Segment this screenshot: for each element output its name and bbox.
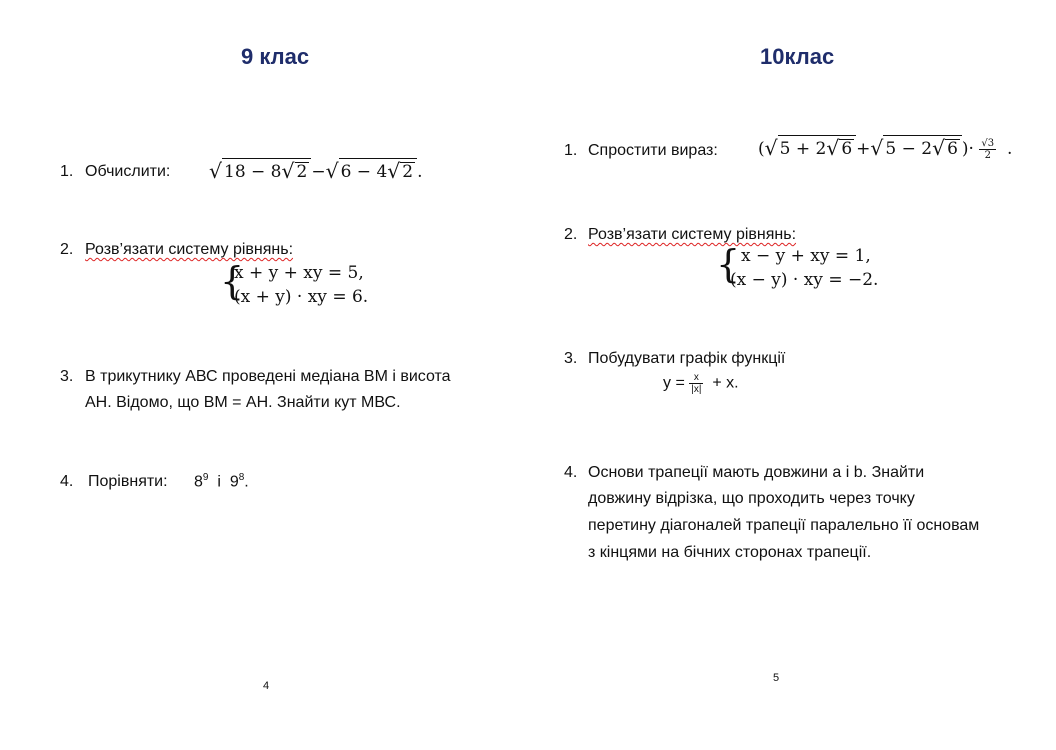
problem-4-line-2: довжину відрізка, що проходить через точку	[588, 490, 915, 507]
problem-4-number: 4.	[60, 473, 74, 490]
function-formula: y = $\frac{x}{|x|}$ + x.	[663, 372, 739, 395]
problem-3-label: Побудувати графік функції	[588, 350, 786, 367]
problem-2-label: Розв’язати систему рівнянь:	[588, 226, 797, 243]
fraction: $\frac{√3}{2}$	[981, 138, 995, 161]
problem-3-line-1: В трикутнику АВС проведені медіана ВМ і висота	[85, 368, 451, 385]
problem-2-label: Розв’язати систему рівнянь:	[85, 241, 294, 258]
fraction: $\frac{x}{|x|}$	[691, 372, 702, 395]
problem-4-line-4: з кінцями на бічних сторонах трапеції.	[588, 544, 872, 561]
problem-1-expression: √ 18 − 8√ 2 −√ 6 − 4√ 2 .	[209, 159, 423, 183]
equation-1: x − y + xy = 1,	[741, 246, 871, 266]
problem-1-number: 1.	[60, 163, 74, 180]
page-number: 4	[263, 680, 270, 692]
problem-1-label: Спростити вираз:	[588, 142, 718, 159]
problem-1-expression: (√ 5 + 2√ 6 +√ 5 − 2√ 6 )· $\frac{√3}{2}$ .	[758, 136, 1013, 161]
page-title: 10клас	[760, 44, 835, 69]
problem-4-label: Порівняти:	[88, 473, 168, 490]
problem-2-number: 2.	[60, 241, 74, 258]
problem-4-expression: $8^9$ і $9^8$.	[194, 472, 249, 491]
page-right	[528, 0, 1056, 750]
problem-1-number: 1.	[564, 142, 578, 159]
equation-1: x + y + xy = 5,	[234, 263, 364, 283]
equation-2: (x − y) · xy = −2.	[730, 270, 879, 290]
problem-4-line-1: Основи трапеції мають довжини а і b. Знайти	[588, 464, 925, 481]
problem-3-line-2: АН. Відомо, що ВМ = АН. Знайти кут МВС.	[85, 394, 401, 411]
radical: √ 18 − 8√ 2	[209, 158, 311, 183]
problem-4-line-3: перетину діагоналей трапеції паралельно її основам	[588, 517, 980, 534]
system-brace: {	[716, 242, 741, 286]
problem-4-number: 4.	[564, 464, 578, 481]
radical: √ 5 + 2√ 6	[765, 135, 857, 160]
system-brace: {	[220, 259, 245, 303]
radical: √ 5 − 2√ 6	[870, 135, 962, 160]
problem-3-number: 3.	[564, 350, 578, 367]
problem-2-number: 2.	[564, 226, 578, 243]
page-title: 9 клас	[241, 44, 310, 69]
page-number: 5	[773, 672, 780, 684]
radical: √ 6 − 4√ 2	[326, 158, 418, 183]
equation-2: (x + y) · xy = 6.	[234, 287, 369, 307]
problem-3-number: 3.	[60, 368, 74, 385]
problem-1-label: Обчислити:	[85, 163, 171, 180]
